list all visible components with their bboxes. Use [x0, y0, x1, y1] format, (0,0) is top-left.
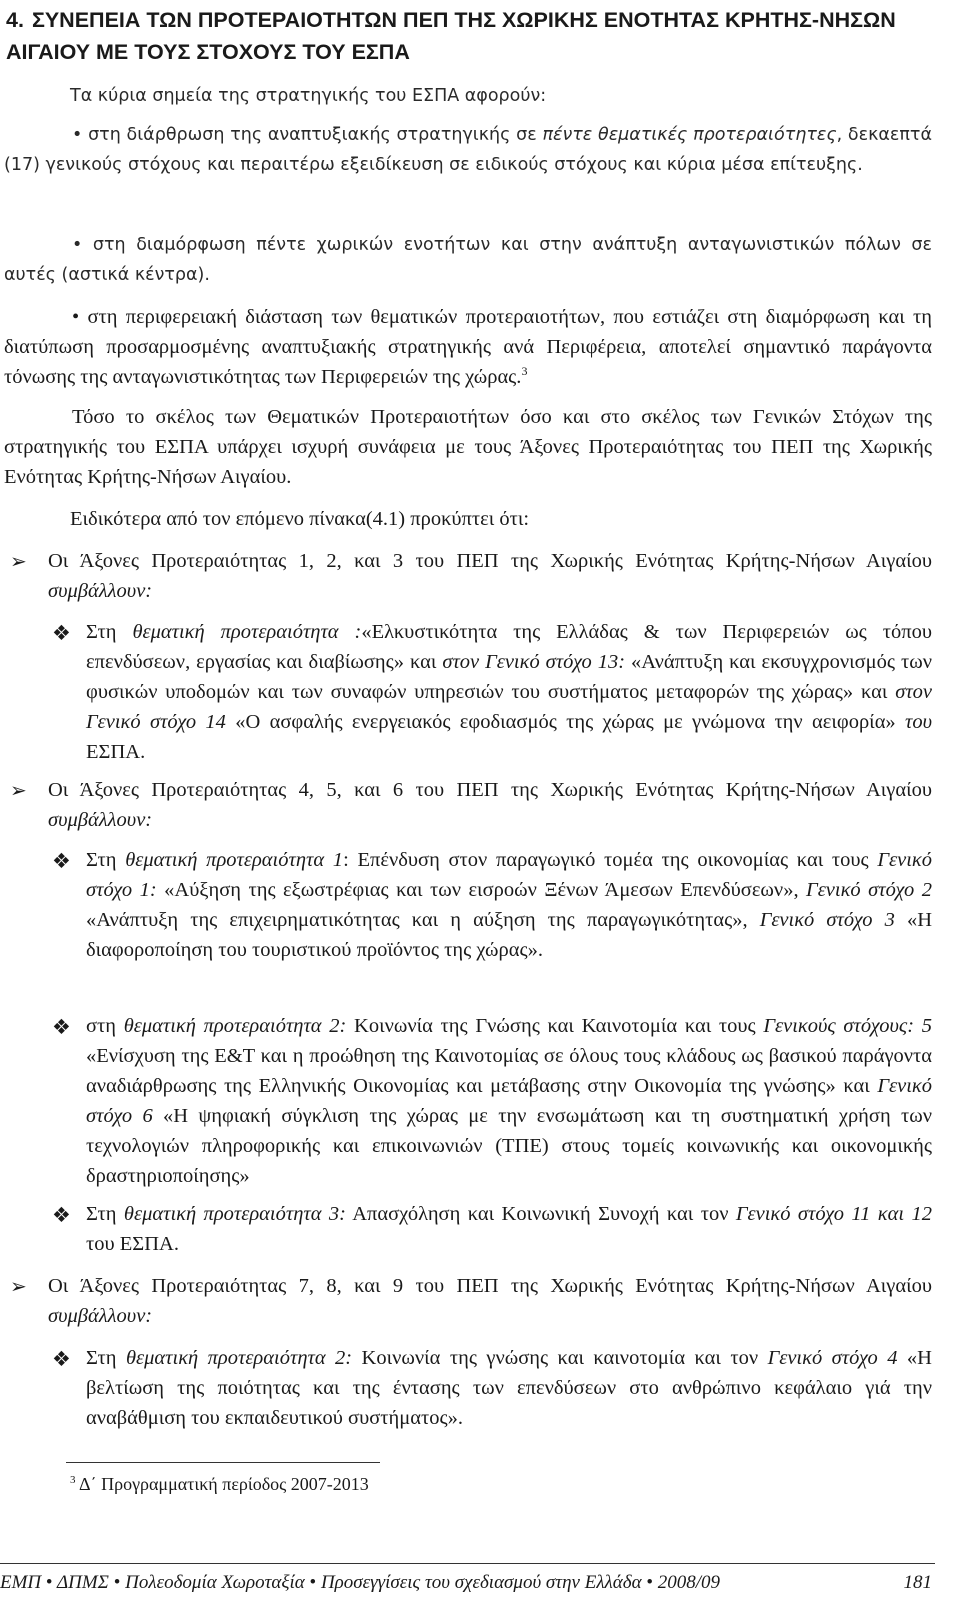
objective-item-5	[52, 1343, 932, 1433]
arrow-bullet-icon: ➢	[10, 778, 27, 802]
page-number: 181	[903, 1572, 932, 1593]
footer-running-title: ΕΜΠ • ΔΠΜΣ • Πολεοδομία Χωροταξία • Προσεγγίσεις του σχεδιασμού στην Ελλάδα • 2008/09	[0, 1572, 720, 1593]
objective-item-1-text: Στη θεματική προτεραιότητα :«Ελκυστικότητα της Ελλάδας & των Περιφερειών ως τόπου επενδύσεων, εργασίας και διαβίωσης» και στον Γενικό στόχο 13: «Ανάπτυξη και εκσυγχρονισμός των φυσικών υποδομών και των συναφών υπηρεσιών του συστήματος μεταφορών της χώρας» και στον Γενικό στόχο 14 «Ο ασφαλής ενεργειακός εφοδιασμός της χώρας με γνώμονα την αειφορία» του ΕΣΠΑ.	[86, 621, 933, 763]
axes-group-1	[10, 546, 932, 606]
footer-course: Πολεοδομία Χωροταξία	[125, 1572, 305, 1593]
objective-item-2	[52, 845, 932, 965]
bullet-strategy-structure: • στη διάρθρωση της αναπτυξιακής στρατηγικής σε πέντε θεματικές προτεραιότητες, δεκαεπτά (17) γενικούς στόχους και περαιτέρω εξειδίκευση σε ειδικούς στόχους και κύρια μέσα επίτευξης.	[4, 120, 932, 180]
objective-item-3-text: στη θεματική προτεραιότητα 2: Κοινωνία της Γνώσης και Καινοτομία και τους Γενικούς στόχους: 5 «Ενίσχυση της Ε&Τ και η προώθηση της Καινοτομίας σε όλους τους κλάδους ως βασικού παράγοντα αναδιάρθρωσης της Ελληνικής Οικονομίας και μετάβασης στην Οικονομία της γνώσης» και Γενικό στόχο 6 «Η ψηφιακή σύγκλιση της χώρας με την ενσωμάτωση και τη συστηματική χρήση των τεχνολογιών πληροφορικής και επικοινωνιών (ΤΠΕ) στους τομείς κοινωνικής και οικονομικής δραστηριοποίησης»	[86, 1015, 933, 1187]
diamond-star-bullet-icon: ❖	[52, 849, 71, 873]
footnote-separator	[66, 1462, 380, 1463]
footnote	[70, 1471, 369, 1497]
footnote-marker: 3	[521, 364, 528, 379]
axes-group-3	[10, 1271, 932, 1331]
section-number: 4.	[6, 8, 24, 32]
paragraph-table-ref: Ειδικότερα από τον επόμενο πίνακα(4.1) προκύπτει ότι:	[70, 508, 530, 530]
diamond-star-bullet-icon: ❖	[52, 1015, 71, 1039]
paragraph-consistency: Τόσο το σκέλος των Θεματικών Προτεραιοτήτων όσο και στο σκέλος των Γενικών Στόχων της στρατηγικής του ΕΣΠΑ υπάρχει ισχυρή συνάφεια με τους Άξονες Προτεραιότητας του ΠΕΠ της Χωρικής Ενότητας Κρήτης-Νήσων Αιγαίου.	[4, 406, 932, 488]
footer-title: Προσεγγίσεις του σχεδιασμού στην Ελλάδα	[320, 1572, 642, 1593]
bullet-spatial-units: • στη διαμόρφωση πέντε χωρικών ενοτήτων και στην ανάπτυξη ανταγωνιστικών πόλων σε αυτές (αστικά κέντρα).	[4, 230, 932, 290]
arrow-bullet-icon: ➢	[10, 1274, 27, 1298]
footer-separator	[0, 1563, 935, 1564]
objective-item-4	[52, 1199, 932, 1259]
diamond-star-bullet-icon: ❖	[52, 1203, 71, 1227]
arrow-bullet-icon: ➢	[10, 549, 27, 573]
objective-item-1	[52, 617, 932, 767]
axes-group-3-text: Οι Άξονες Προτεραιότητας 7, 8, και 9 του ΠΕΠ της Χωρικής Ενότητας Κρήτης-Νήσων Αιγαίου συμβάλλουν:	[48, 1275, 932, 1327]
bullet-regional-dimension: • στη περιφερειακή διάσταση των θεματικών προτεραιοτήτων, που εστιάζει στη διαμόρφωση και τη διατύπωση προσαρμοσμένης αναπτυξιακής στρατηγικής ανά Περιφέρεια, αποτελεί σημαντικό παράγοντα τόνωσης της ανταγωνιστικότητας των Περιφερειών της χώρας.$^3$	[4, 302, 932, 392]
axes-group-2	[10, 775, 932, 835]
footnote-number: 3	[70, 1474, 76, 1486]
axes-group-1-text: Οι Άξονες Προτεραιότητας 1, 2, και 3 του ΠΕΠ της Χωρικής Ενότητας Κρήτης-Νήσων Αιγαίου συμβάλλουν:	[48, 550, 932, 602]
objective-item-3	[52, 1011, 932, 1191]
section-heading	[6, 4, 946, 68]
footer-year: 2008/09	[657, 1572, 720, 1593]
diamond-star-bullet-icon: ❖	[52, 1347, 71, 1371]
objective-item-5-text: Στη θεματική προτεραιότητα 2: Κοινωνία της γνώσης και καινοτομία και τον Γενικό στόχο 4 «Η βελτίωση της ποιότητας και της έντασης των επενδύσεων στο ανθρώπινο κεφάλαιο γιά την αναβάθμιση του εκπαιδευτικού συστήματος».	[86, 1347, 932, 1429]
footer-org-2: ΔΠΜΣ	[56, 1572, 109, 1593]
objective-item-4-text: Στη θεματική προτεραιότητα 3: Απασχόληση και Κοινωνική Συνοχή και τον Γενικό στόχο 11 και 12 του ΕΣΠΑ.	[86, 1203, 932, 1255]
axes-group-2-text: Οι Άξονες Προτεραιότητας 4, 5, και 6 του ΠΕΠ της Χωρικής Ενότητας Κρήτης-Νήσων Αιγαίου συμβάλλουν:	[48, 779, 932, 831]
diamond-star-bullet-icon: ❖	[52, 621, 71, 645]
section-title: ΣΥΝΕΠΕΙΑ ΤΩΝ ΠΡΟΤΕΡΑΙΟΤΗΤΩΝ ΠΕΠ ΤΗΣ ΧΩΡΙΚΗΣ ΕΝΟΤΗΤΑΣ ΚΡΗΤΗΣ-ΝΗΣΩΝ ΑΙΓΑΙΟΥ ΜΕ ΤΟΥΣ ΣΤΟΧΟΥΣ ΤΟΥ ΕΣΠΑ	[6, 8, 896, 64]
page-footer	[0, 1568, 932, 1602]
intro-line: Τα κύρια σημεία της στρατηγικής του ΕΣΠΑ αφορούν:	[70, 86, 547, 106]
objective-item-2-text: Στη θεματική προτεραιότητα 1: Επένδυση στον παραγωγικό τομέα της οικονομίας και τους Γενικό στόχο 1: «Αύξηση της εξωστρέφιας και των εισροών Ξένων Άμεσων Επενδύσεων», Γενικό στόχο 2 «Ανάπτυξη της επιχειρηματικότητας και η αύξηση της παραγωγικότητας», Γενικό στόχο 3 «Η διαφοροποίηση του τουριστικού προϊόντος της χώρας».	[86, 849, 933, 961]
footnote-text: Δ΄ Προγραμματική περίοδος 2007-2013	[79, 1474, 369, 1494]
footer-org-1: ΕΜΠ	[0, 1572, 42, 1593]
